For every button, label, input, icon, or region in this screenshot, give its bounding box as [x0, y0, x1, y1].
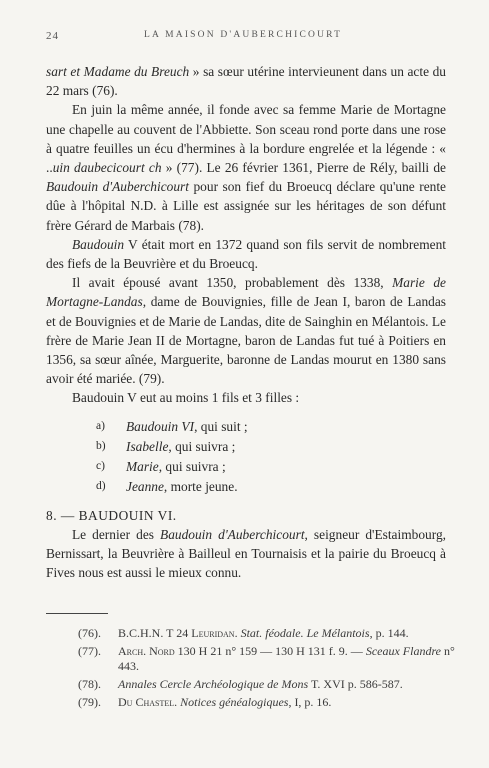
footnote	[78, 695, 458, 710]
paragraph	[46, 273, 446, 388]
text-span: En juin la même année, il fonde avec sa femme Marie de Mortagne une chapelle au couvent de l'Abbiette. Son sceau rond porte dans une rose à quatre feuilles un écu d'hermines à la bordure engrelée et la légende : « ..	[46, 102, 446, 176]
list-marker: d)	[96, 479, 106, 492]
text-span: » (77). Le 26 février 1361, Pierre de Rély, bailli de	[161, 160, 446, 176]
list-marker: a)	[96, 419, 105, 432]
child-name: Baudouin VI	[126, 418, 195, 434]
paragraph	[46, 62, 446, 100]
paragraph	[46, 525, 446, 583]
footnote-number: (79).	[78, 695, 101, 710]
list-item	[46, 457, 446, 477]
child-note: , qui suit ;	[194, 418, 248, 434]
list-marker: c)	[96, 459, 105, 472]
text-span: » sa sœur utérine intervieunent dans un acte du 22 mars (76).	[46, 64, 447, 99]
children-list	[46, 417, 446, 497]
list-item	[46, 417, 446, 437]
paragraph: Baudouin V eut au moins 1 fils et 3 filles :	[72, 390, 300, 406]
footnote-number: (77).	[78, 643, 101, 658]
paragraph	[46, 235, 446, 273]
text-span: T. XVI p. 586-587.	[308, 677, 403, 692]
text-span: , I, p. 16.	[288, 695, 332, 710]
child-note: , morte jeune.	[163, 478, 238, 494]
footnote-divider	[46, 613, 108, 614]
text-span: , seigneur d'Estaimbourg, Bernissart, la Beuvrière à Bailleul en Tournaisis et la pairie du Broeucq à Fives nous est aussi le mieux connu.	[46, 526, 446, 581]
text-span: , p. 144.	[369, 626, 409, 640]
italic-text: Baudouin	[72, 236, 125, 252]
footnote	[78, 677, 458, 692]
child-name: Jeanne	[126, 478, 164, 494]
italic-text: Baudouin d'Auberchicourt	[46, 179, 189, 195]
archive-name: Arch. Nord	[118, 643, 175, 658]
text-span: , dame de Bouvignies, fille de Jean I, baron de Landas et de Bouvignies et de Marie de Landas, dite de Sainghin en Mélantois. Le frère de Marie Jean II de Mortagne, baron de Landas fut tué à Poitiers en 1356, sa sœur aînée, Marguerite, baronne de Landas mourut en 1380 sans avoir été mariée. (79).	[46, 294, 446, 387]
child-note: , qui suivra ;	[158, 458, 226, 474]
text-span: .	[174, 695, 181, 710]
italic-text: uin daubecicourt ch	[52, 160, 162, 176]
text-span: V était mort en 1372 quand son fils servit de nombrement des fiefs de la Beuvrière et du Broeucq.	[46, 236, 446, 272]
italic-text: Sceaux Flandre	[365, 643, 442, 658]
text-span: 130 H 21 n° 159 — 130 H 131 f. 9. —	[174, 643, 366, 658]
child-name: Isabelle	[126, 438, 169, 454]
italic-text: Stat. féodale. Le Mélantois	[240, 626, 370, 640]
page-number: 24	[46, 30, 59, 42]
footnote	[78, 626, 458, 641]
footnote	[78, 644, 458, 675]
italic-text: Annales Cercle Archéologique de Mons	[118, 677, 309, 692]
author-name: Leuridan	[191, 626, 235, 640]
list-item	[46, 477, 446, 497]
main-text	[46, 62, 446, 582]
running-title: LA MAISON D'AUBERCHICOURT	[144, 30, 343, 40]
footnotes	[78, 626, 458, 713]
paragraph	[46, 100, 446, 234]
text-span: Il avait épousé avant 1350, probablement dès 1338,	[72, 275, 393, 291]
list-item	[46, 437, 446, 457]
italic-text: sart et Madame du Breuch	[46, 64, 190, 79]
footnote-number: (76).	[78, 626, 101, 640]
text-span: n° 443.	[118, 643, 455, 674]
list-marker: b)	[96, 439, 106, 452]
child-name: Marie	[126, 458, 159, 474]
italic-text: Notices généalogiques	[180, 695, 289, 710]
page-header	[46, 30, 446, 46]
footnote-number: (78).	[78, 677, 101, 692]
italic-text: Marie de Mortagne-Landas	[46, 275, 446, 310]
text-span: Le dernier des	[72, 526, 161, 542]
text-span: .	[234, 626, 241, 640]
text-span: pour son fief du Broeucq déclare qu'une rente dûe à l'hôpital N.D. à Lille est assignée sur les héritages de son défunt frère Gérard de Marbais (78).	[46, 179, 446, 233]
child-note: , qui suivra ;	[168, 438, 236, 454]
section-heading: 8. — BAUDOUIN VI.	[46, 507, 177, 523]
text-span: B.C.H.N. T 24	[118, 626, 192, 640]
italic-text: Baudouin d'Auberchicourt	[160, 526, 305, 542]
author-name: Du Chastel	[118, 695, 175, 710]
